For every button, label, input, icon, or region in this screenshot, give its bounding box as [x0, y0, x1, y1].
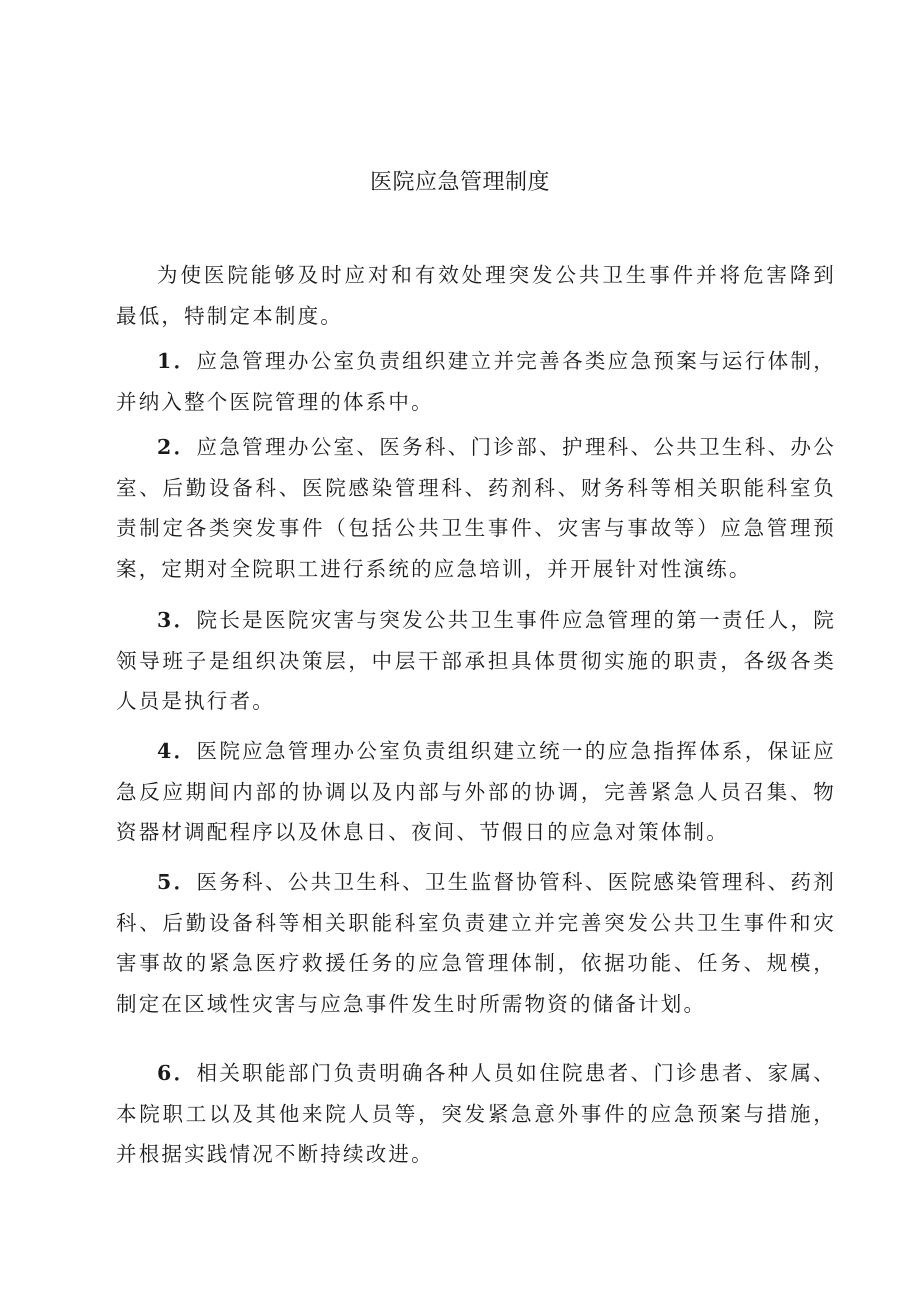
clause-text: 应急管理办公室、医务科、门诊部、护理科、公共卫生科、办公室、后勤设备科、医院感染管理科、药剂科、财务科等相关职能科室负责制定各类突发事件（包括公共卫生事件、灾害与事故等）应急管理预案，定期对全院职工进行系统的应急培训，并开展针对性演练。	[116, 435, 836, 581]
clause-6	[116, 1053, 836, 1175]
clause-5	[116, 862, 836, 1024]
clause-3	[116, 600, 836, 722]
clause-number: 1．	[157, 349, 197, 373]
clause-number: 5．	[157, 870, 197, 894]
clause-number: 6．	[157, 1061, 197, 1085]
clause-text: 应急管理办公室负责组织建立并完善各类应急预案与运行体制，并纳入整个医院管理的体系中。	[116, 349, 836, 414]
clause-text: 医院应急管理办公室负责组织建立统一的应急指挥体系，保证应急反应期间内部的协调以及内部与外部的协调，完善紧急人员召集、物资器材调配程序以及休息日、夜间、节假日的应急对策体制。	[116, 739, 836, 844]
intro-paragraph: 为使医院能够及时应对和有效处理突发公共卫生事件并将危害降到最低，特制定本制度。	[116, 263, 836, 328]
clause-text: 医务科、公共卫生科、卫生监督协管科、医院感染管理科、药剂科、后勤设备科等相关职能科室负责建立并完善突发公共卫生事件和灾害事故的紧急医疗救援任务的应急管理体制，依据功能、任务、规模，制定在区域性灾害与应急事件发生时所需物资的储备计划。	[116, 870, 836, 1016]
clause-text: 相关职能部门负责明确各种人员如住院患者、门诊患者、家属、本院职工以及其他来院人员等，突发紧急意外事件的应急预案与措施，并根据实践情况不断持续改进。	[116, 1061, 836, 1166]
clause-number: 4．	[157, 739, 197, 763]
clause-number: 3．	[157, 608, 197, 632]
document-title: 医院应急管理制度	[369, 170, 550, 195]
clause-text: 院长是医院灾害与突发公共卫生事件应急管理的第一责任人，院领导班子是组织决策层，中层干部承担具体贯彻实施的职责，各级各类人员是执行者。	[116, 608, 836, 713]
clause-2	[116, 427, 836, 589]
clause-number: 2．	[157, 435, 197, 459]
clause-4	[116, 731, 836, 853]
clause-1	[116, 341, 836, 422]
